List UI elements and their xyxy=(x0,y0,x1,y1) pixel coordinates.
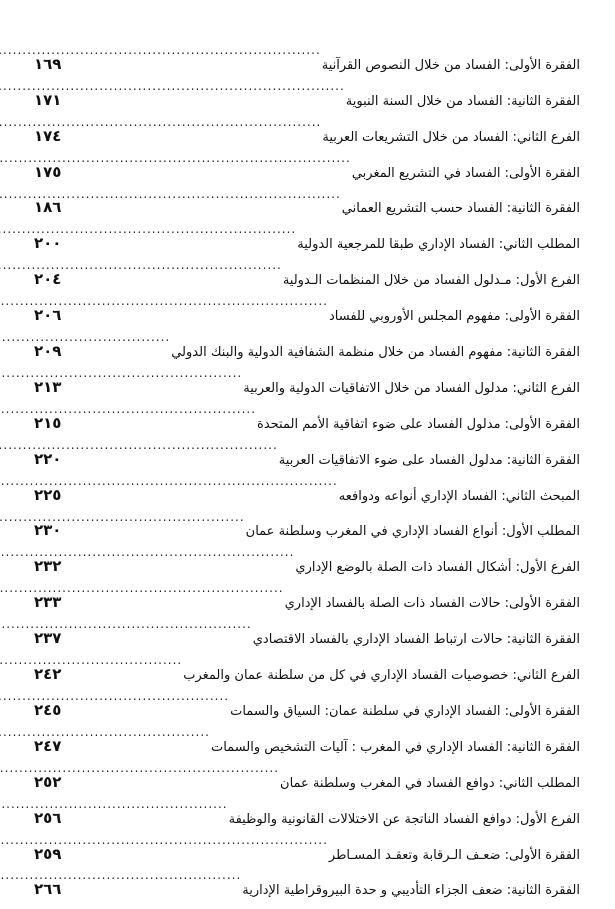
toc-entry-title: الفقرة الأولى: مفهوم المجلس الأوروبي للفساد xyxy=(328,309,580,325)
toc-page-number: ٢٣٢ xyxy=(34,557,62,576)
toc-entry-title: الفقرة الثانية: ضعف الجزاء التأديبي و حدة البيروقراطية الإدارية xyxy=(242,883,580,899)
toc-entry-title: الفقرة الأولى: مدلول الفساد على ضوء اتفاقية الأمم المتحدة xyxy=(257,416,580,432)
toc-dot-leader xyxy=(62,823,327,859)
toc-dot-leader xyxy=(62,356,242,392)
toc-dot-leader xyxy=(62,33,320,69)
toc-dot-leader xyxy=(62,571,283,607)
toc-dot-leader xyxy=(62,715,210,751)
toc-entry-title: الفرع الأول: دوافع الفساد الناتجة عن الاختلالات القانونية والوظيفة xyxy=(228,811,580,827)
toc-dot-leader xyxy=(62,464,337,500)
toc-page-number: ٢٣٠ xyxy=(34,521,62,540)
toc-page-number: ٢٤٥ xyxy=(34,700,62,719)
toc-entry-title: الفرع الثاني: خصوصيات الفساد الإداري في كل من سلطنة عمان والمغرب xyxy=(183,668,580,684)
toc-entry-title: الفقرة الثانية: الفساد من خلال السنة النبوية xyxy=(345,93,580,109)
toc-dot-leader xyxy=(62,428,277,464)
toc-entry-title: المطلب الأول: أنواع الفساد الإداري في المغرب وسلطنة عمان xyxy=(245,524,580,540)
toc-entry xyxy=(34,33,580,73)
toc-dot-leader xyxy=(62,751,279,787)
toc-dot-leader xyxy=(62,535,294,571)
toc-page-number: ٢٤٢ xyxy=(34,665,62,684)
toc-page-number: ٢٢٥ xyxy=(34,485,62,504)
toc-dot-leader xyxy=(62,787,227,823)
toc-page-number: ٢١٥ xyxy=(34,413,62,432)
toc-entry-title: الفرع الثاني: مدلول الفساد من خلال الاتفاقيات الدولية والعربية xyxy=(243,380,580,396)
toc-page-number: ٢٥٢ xyxy=(34,772,62,791)
toc-page-number: ٢٠٩ xyxy=(34,342,62,361)
toc-dot-leader xyxy=(62,500,244,536)
toc-entry-title: الفرع الثاني: الفساد من خلال التشريعات العربية xyxy=(322,129,580,145)
toc-page-number: ٢٠٦ xyxy=(34,306,62,325)
toc-entry-title: الفقرة الأولى: الفساد في التشريع المغربي xyxy=(351,165,580,181)
toc-dot-leader xyxy=(62,212,296,248)
toc-dot-leader xyxy=(62,69,344,105)
toc-page-number: ٢٦٦ xyxy=(34,880,62,899)
toc-entry-title: المبحث الثاني: الفساد الإداري أنواعه ودوافعه xyxy=(338,488,580,504)
toc-page-number: ٢٣٣ xyxy=(34,593,62,612)
toc-entry-title: الفقرة الأولى: ضعـف الـرقابة وتعقـد المسـاطر xyxy=(328,847,580,863)
toc-page-number: ٢٠٤ xyxy=(34,270,62,289)
toc-dot-leader xyxy=(62,607,251,643)
toc-dot-leader xyxy=(62,679,229,715)
toc-page-number: ٢٣٧ xyxy=(34,629,62,648)
toc-page-number: ١٧١ xyxy=(34,90,62,109)
toc-dot-leader xyxy=(62,643,182,679)
toc-entry-title: المطلب الثاني: الفساد الإداري طبقا للمرجعية الدولية xyxy=(297,237,580,253)
toc-dot-leader xyxy=(62,858,241,894)
toc-dot-leader xyxy=(62,320,170,356)
toc-page-number: ٢٠٠ xyxy=(34,234,62,253)
toc-page-number: ١٧٤ xyxy=(34,126,62,145)
table-of-contents xyxy=(34,33,580,899)
toc-page-number: ٢٢٠ xyxy=(34,449,62,468)
toc-entry-title: الفقرة الثانية: الفساد الإداري في المغرب : آليات التشخيص والسمات xyxy=(210,739,580,755)
toc-page-number: ٢٥٦ xyxy=(34,808,62,827)
toc-page-number: ١٨٦ xyxy=(34,198,62,217)
toc-entry-title: الفقرة الثانية: مفهوم الفساد من خلال منظمة الشفافية الدولية والبنك الدولي xyxy=(171,345,580,361)
toc-entry-title: الفقرة الأولى: الفساد من خلال النصوص القرآنية xyxy=(321,57,580,73)
toc-dot-leader xyxy=(62,177,340,213)
toc-page-number: ٢١٣ xyxy=(34,377,62,396)
toc-dot-leader xyxy=(62,392,256,428)
toc-dot-leader xyxy=(62,284,328,320)
toc-entry-title: الفقرة الأولى: الفساد الإداري في سلطنة عمان: السياق والسمات xyxy=(230,703,580,719)
toc-entry-title: الفرع الأول: مـدلول الفساد من خلال المنظمات الـدولية xyxy=(282,273,580,289)
toc-entry-title: الفقرة الأولى: حالات الفساد ذات الصلة بالفساد الإداري xyxy=(284,596,580,612)
toc-entry-title: الفقرة الثانية: الفساد حسب التشريع العماني xyxy=(341,201,580,217)
toc-entry-title: المطلب الثاني: دوافع الفساد في المغرب وسلطنة عمان xyxy=(280,775,580,791)
toc-page-number: ١٧٥ xyxy=(34,162,62,181)
toc-entry-title: الفقرة الثانية: حالات ارتباط الفساد الإداري بالفساد الاقتصادي xyxy=(252,632,580,648)
toc-page-number: ٢٤٧ xyxy=(34,736,62,755)
toc-entry-title: الفرع الأول: أشكال الفساد ذات الصلة بالوضع الإداري xyxy=(295,560,580,576)
toc-page-number: ٢٥٩ xyxy=(34,844,62,863)
toc-entry-title: الفقرة الثانية: مدلول الفساد على ضوء الاتفاقيات العربية xyxy=(278,452,580,468)
toc-dot-leader xyxy=(62,105,321,141)
toc-page-number: ١٦٩ xyxy=(34,54,62,73)
toc-dot-leader xyxy=(62,248,281,284)
toc-dot-leader xyxy=(62,141,350,177)
